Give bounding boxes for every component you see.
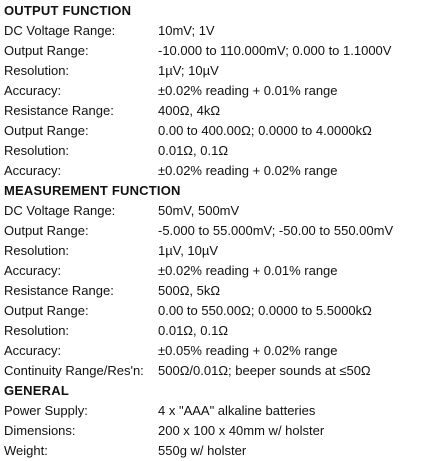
spec-value: -5.000 to 55.000mV; -50.00 to 550.00mV xyxy=(158,223,394,238)
spec-row xyxy=(0,141,448,161)
spec-value: 0.01Ω, 0.1Ω xyxy=(158,143,229,158)
spec-label: Resolution: xyxy=(4,323,70,338)
spec-label: Output Range: xyxy=(4,43,89,58)
spec-value: 400Ω, 4kΩ xyxy=(158,103,221,118)
spec-value: 0.01Ω, 0.1Ω xyxy=(158,323,229,338)
spec-row xyxy=(0,201,448,221)
spec-row xyxy=(0,121,448,141)
spec-label: Accuracy: xyxy=(4,83,62,98)
spec-value: 500Ω/0.01Ω; beeper sounds at ≤50Ω xyxy=(158,363,371,378)
spec-label: Accuracy: xyxy=(4,263,62,278)
spec-row xyxy=(0,401,448,421)
spec-value: 500Ω, 5kΩ xyxy=(158,283,221,298)
spec-label: Dimensions: xyxy=(4,423,76,438)
spec-label: Resolution: xyxy=(4,63,70,78)
spec-value: 50mV, 500mV xyxy=(158,203,240,218)
spec-row xyxy=(0,361,448,381)
spec-value: ±0.02% reading + 0.02% range xyxy=(158,163,338,178)
spec-label: Resistance Range: xyxy=(4,103,114,118)
spec-row xyxy=(0,421,448,441)
spec-row xyxy=(0,101,448,121)
section-heading-measurement-function: MEASUREMENT FUNCTION xyxy=(4,183,181,198)
spec-row xyxy=(0,301,448,321)
section-heading-general: GENERAL xyxy=(4,383,69,398)
spec-row xyxy=(0,281,448,301)
spec-value: 1µV; 10µV xyxy=(158,63,219,78)
spec-label: Resistance Range: xyxy=(4,283,114,298)
spec-label: Resolution: xyxy=(4,143,70,158)
spec-row xyxy=(0,241,448,261)
spec-value: 4 x "AAA" alkaline batteries xyxy=(158,403,316,418)
spec-label: Output Range: xyxy=(4,303,89,318)
spec-value: ±0.02% reading + 0.01% range xyxy=(158,83,338,98)
spec-label: Output Range: xyxy=(4,223,89,238)
spec-value: 0.00 to 550.00Ω; 0.0000 to 5.5000kΩ xyxy=(158,303,372,318)
spec-row xyxy=(0,21,448,41)
spec-label: Weight: xyxy=(4,443,48,458)
spec-label: Resolution: xyxy=(4,243,70,258)
spec-value: -10.000 to 110.000mV; 0.000 to 1.1000V xyxy=(158,43,392,58)
spec-row xyxy=(0,341,448,361)
spec-label: Power Supply: xyxy=(4,403,88,418)
spec-value: 1µV, 10µV xyxy=(158,243,219,258)
spec-row xyxy=(0,81,448,101)
spec-value: ±0.05% reading + 0.02% range xyxy=(158,343,338,358)
spec-value: 200 x 100 x 40mm w/ holster xyxy=(158,423,325,438)
spec-label: Output Range: xyxy=(4,123,89,138)
spec-row xyxy=(0,61,448,81)
spec-label: DC Voltage Range: xyxy=(4,203,116,218)
spec-label: DC Voltage Range: xyxy=(4,23,116,38)
spec-row xyxy=(0,261,448,281)
spec-value: 10mV; 1V xyxy=(158,23,215,38)
spec-value: 550g w/ holster xyxy=(158,443,247,458)
section-heading-output-function: OUTPUT FUNCTION xyxy=(4,3,132,18)
spec-label: Accuracy: xyxy=(4,343,62,358)
spec-label: Accuracy: xyxy=(4,163,62,178)
spec-row xyxy=(0,321,448,341)
spec-value: 0.00 to 400.00Ω; 0.0000 to 4.0000kΩ xyxy=(158,123,372,138)
spec-row xyxy=(0,221,448,241)
spec-value: ±0.02% reading + 0.01% range xyxy=(158,263,338,278)
spec-label: Continuity Range/Res'n: xyxy=(4,363,144,378)
spec-row xyxy=(0,161,448,181)
spec-row xyxy=(0,41,448,61)
spec-row xyxy=(0,441,448,461)
